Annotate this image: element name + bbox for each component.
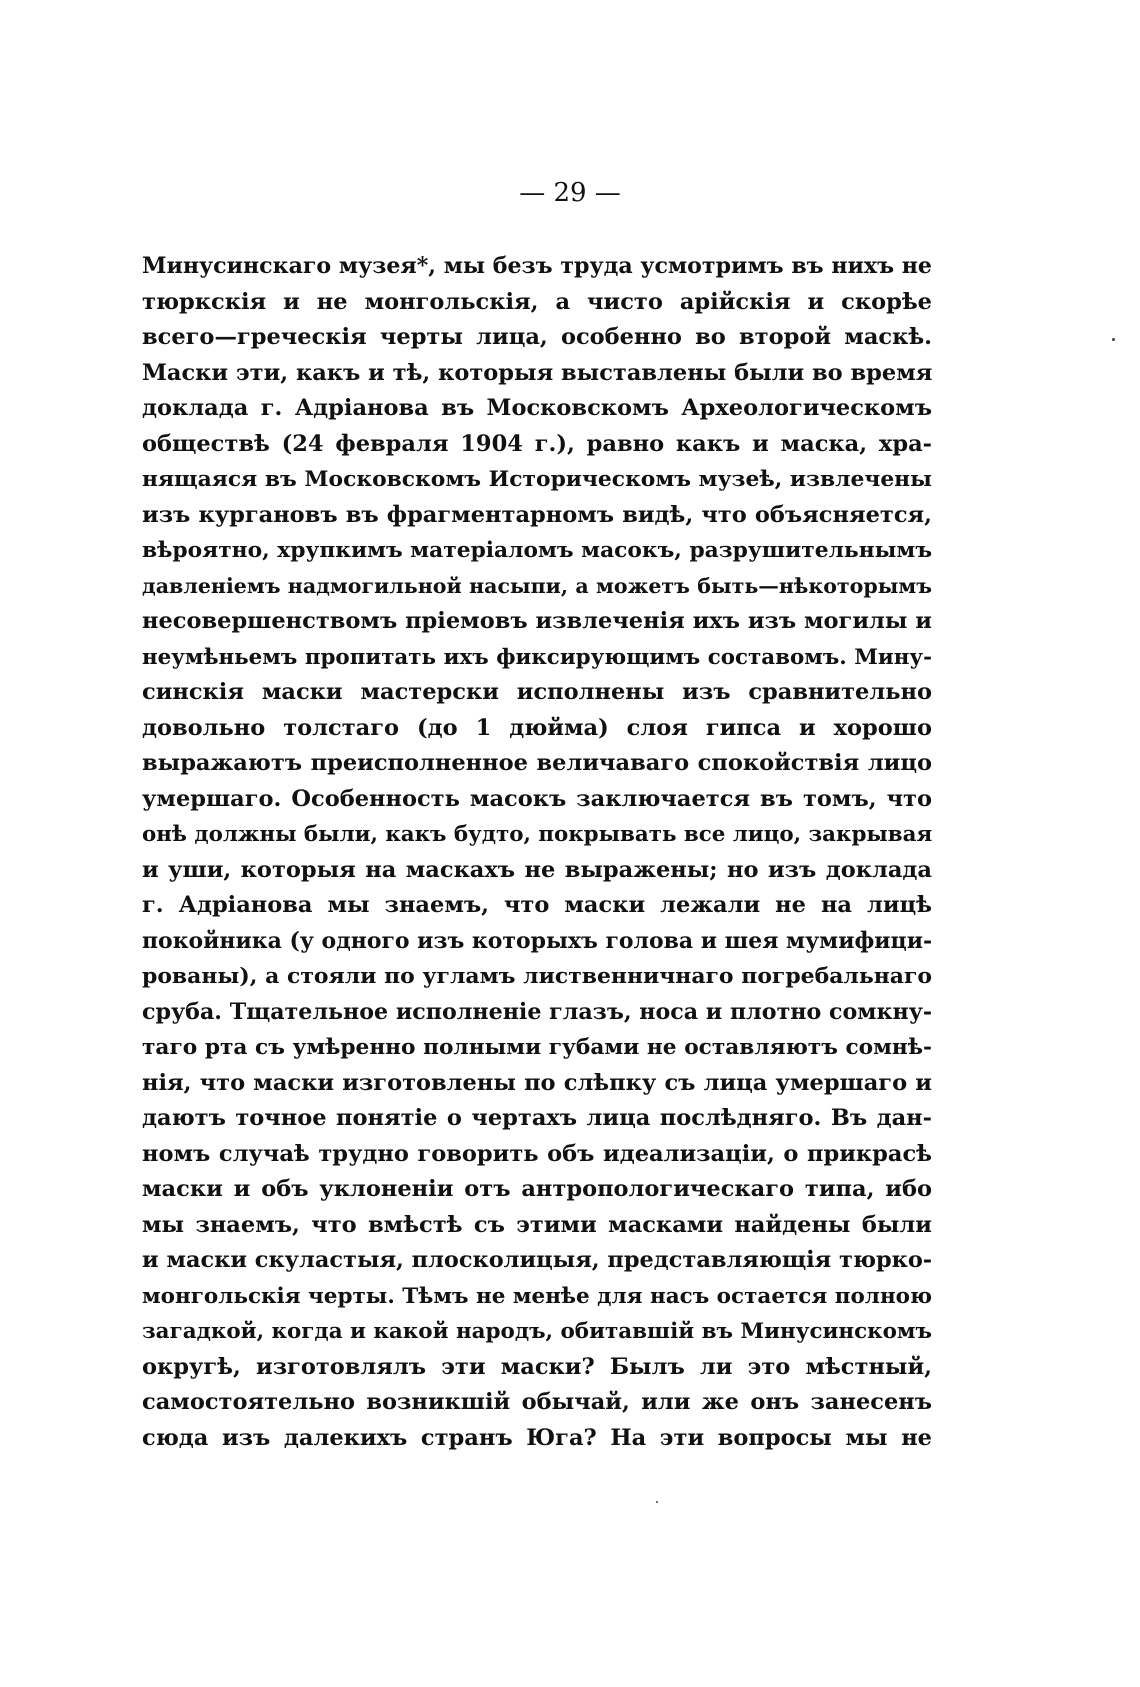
- text-line: мы знаемъ, что вмѣстѣ съ этими масками найдены были: [142, 1211, 932, 1238]
- text-line: и маски скуластыя, плосколицыя, представляющія тюрко-: [142, 1247, 933, 1273]
- text-line: неумѣньемъ пропитать ихъ фиксирующимъ составомъ. Мину-: [142, 644, 932, 670]
- text-line: нія, что маски изготовлены по слѣпку съ лица умершаго и: [142, 1069, 932, 1096]
- text-line: довольно толстаго (до 1 дюйма) слоя гипса и хорошо: [142, 714, 932, 741]
- text-line: таго рта съ умѣренно полными губами не оставляютъ сомнѣ-: [142, 1035, 932, 1060]
- text-line: номъ случаѣ трудно говорить объ идеализаціи, о прикрасѣ: [142, 1140, 932, 1167]
- text-line: тюркскія и не монгольскія, а чисто арійскія и скорѣе: [142, 288, 932, 315]
- text-line: Минусинскаго музея*, мы безъ труда усмотримъ въ нихъ не: [142, 253, 932, 279]
- text-line: всего—греческія черты лица, особенно во второй маскѣ.: [142, 324, 932, 350]
- text-line: г. Адріанова мы знаемъ, что маски лежали не на лицѣ: [142, 892, 932, 918]
- text-line: несовершенствомъ пріемовъ извлеченія ихъ изъ могилы и: [142, 608, 932, 634]
- text-line: загадкой, когда и какой народъ, обитавшій въ Минусинскомъ: [142, 1319, 932, 1344]
- page-number: — 29 —: [519, 178, 621, 208]
- text-line: Маски эти, какъ и тѣ, которыя выставлены были во время: [142, 359, 933, 386]
- text-line: обществѣ (24 февраля 1904 г.), равно какъ и маска, хра-: [142, 430, 932, 457]
- body-text: [142, 249, 932, 1456]
- text-line: выражаютъ преисполненное величаваго спокойствія лицо: [142, 750, 932, 776]
- text-line: даютъ точное понятіе о чертахъ лица послѣдняго. Въ дан-: [142, 1105, 932, 1131]
- print-speck: [1112, 338, 1115, 341]
- text-line: умершаго. Особенность масокъ заключается въ томъ, что: [142, 785, 932, 812]
- text-line: вѣроятно, хрупкимъ матеріаломъ масокъ, разрушительнымъ: [142, 538, 932, 563]
- text-line: синскія маски мастерски исполнены изъ сравнительно: [142, 679, 932, 705]
- text-line: доклада г. Адріанова въ Московскомъ Археологическомъ: [142, 395, 932, 421]
- text-line: сруба. Тщательное исполненіе глазъ, носа и плотно сомкну-: [142, 998, 933, 1025]
- text-line: рованы), а стояли по угламъ лиственничнаго погребальнаго: [142, 963, 932, 989]
- text-line: онѣ должны были, какъ будто, покрывать все лицо, закрывая: [142, 822, 933, 847]
- text-line: давленіемъ надмогильной насыпи, а можетъ быть—нѣкоторымъ: [142, 573, 932, 598]
- print-speck: [656, 1501, 658, 1503]
- text-line: сюда изъ далекихъ странъ Юга? На эти вопросы мы не: [142, 1424, 932, 1451]
- text-line: нящаяся въ Московскомъ Историческомъ музеѣ, извлечены: [142, 467, 932, 492]
- text-line: и уши, которыя на маскахъ не выражены; но изъ доклада: [142, 856, 932, 883]
- text-line: маски и объ уклоненіи отъ антропологическаго типа, ибо: [142, 1176, 932, 1202]
- text-line: монгольскія черты. Тѣмъ не менѣе для насъ остается полною: [142, 1283, 933, 1309]
- text-line: округѣ, изготовлялъ эти маски? Былъ ли это мѣстный,: [142, 1353, 932, 1380]
- text-line: покойника (у одного изъ которыхъ голова и шея мумифици-: [142, 927, 933, 954]
- text-line: изъ кургановъ въ фрагментарномъ видѣ, что объясняется,: [142, 501, 932, 528]
- text-line: самостоятельно возникшій обычай, или же онъ занесенъ: [142, 1389, 932, 1415]
